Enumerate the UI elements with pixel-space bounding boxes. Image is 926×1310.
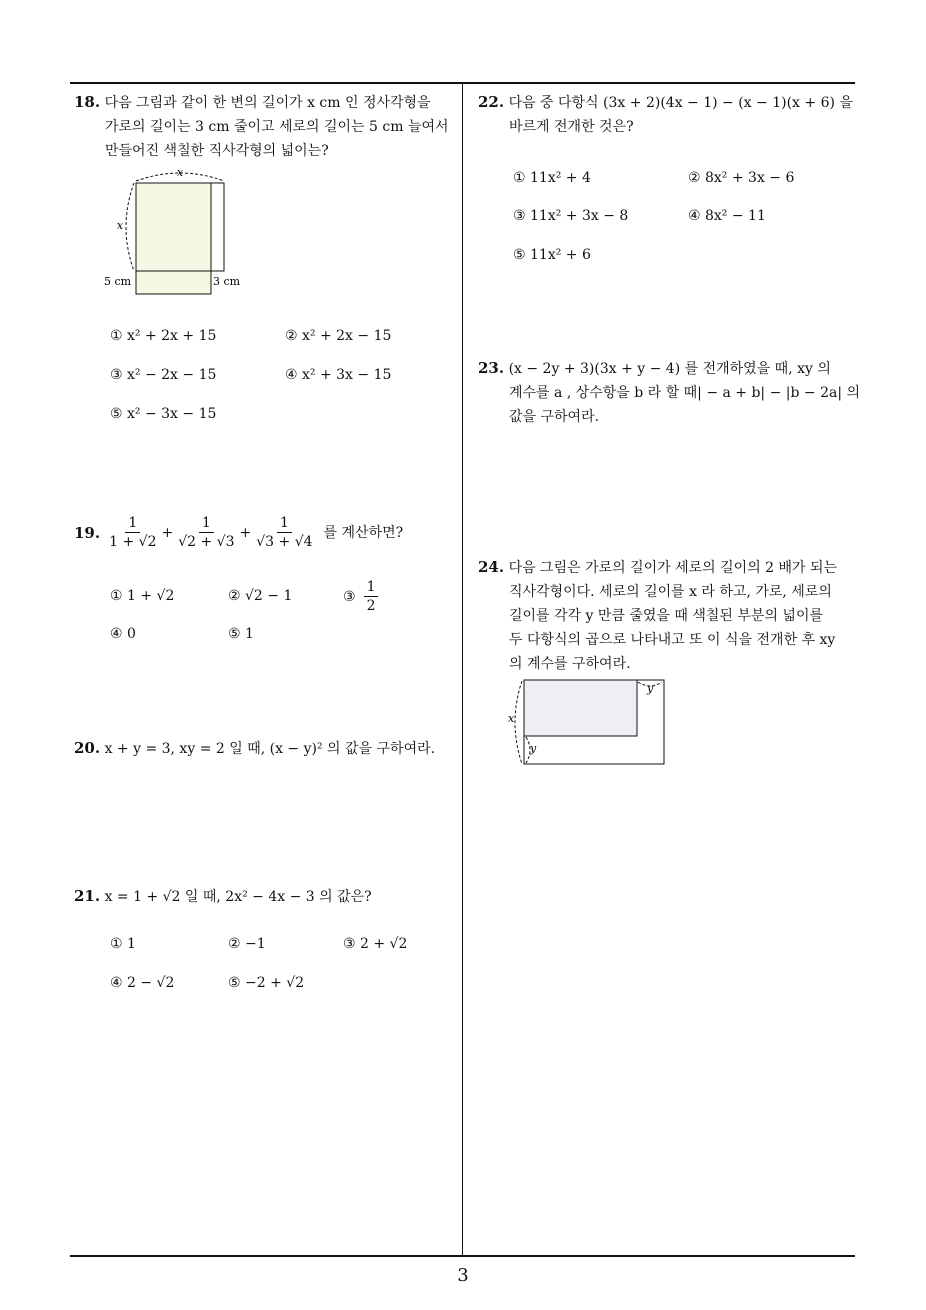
p18-choice-2[interactable]: ② x² + 2x − 15 — [285, 328, 392, 344]
problem-21 — [74, 884, 372, 909]
problem-number: 24. — [478, 558, 505, 576]
bottom-rule — [70, 1255, 855, 1257]
problem-number: 23. — [478, 359, 505, 377]
p19-choice-1[interactable]: ① 1 + √2 — [110, 588, 175, 604]
p22-choice-4[interactable]: ④ 8x² − 11 — [688, 208, 766, 224]
problem-18-line-3: 만들어진 색칠한 직사각형의 넓이는? — [105, 143, 329, 159]
fraction-2: $\frac{1}{√2 + √3}$ — [178, 515, 235, 550]
problem-22: 22. 다음 중 다항식 (3x + 2)(4x − 1) − (x − 1)(x + 6) 을 바르게 전개한 것은? — [478, 93, 853, 135]
shaded-rectangle — [524, 680, 637, 736]
p18-choice-5[interactable]: ⑤ x² − 3x − 15 — [110, 406, 217, 422]
fig18-label-left: x — [116, 219, 124, 232]
fig18-label-3cm: 3 cm — [213, 275, 241, 288]
problem-24-figure — [504, 676, 676, 768]
p18-choice-1[interactable]: ① x² + 2x + 15 — [110, 328, 217, 344]
p21-choice-2[interactable]: ② −1 — [228, 936, 266, 952]
p22-choice-1[interactable]: ① 11x² + 4 — [513, 170, 591, 186]
problem-number: 20. — [74, 739, 101, 757]
fraction-1: $\frac{1}{1 + √2}$ — [109, 515, 157, 550]
shaded-rectangle — [136, 183, 211, 294]
problem-18-figure — [100, 165, 260, 300]
left-brace — [126, 183, 134, 271]
p21-choice-5[interactable]: ⑤ −2 + √2 — [228, 975, 305, 991]
problem-18 — [74, 90, 449, 163]
problem-18-line-2: 가로의 길이는 3 cm 줄이고 세로의 길이는 5 cm 늘여서 — [105, 119, 449, 135]
fig24-label-x: x — [508, 712, 515, 725]
problem-18-line-1: 18. 다음 그림과 같이 한 변의 길이가 x cm 인 정사각형을 — [74, 93, 431, 111]
fig18-label-5cm: 5 cm — [104, 275, 132, 288]
problem-21-text: x = 1 + √2 일 때, 2x² − 4x − 3 의 값은? — [104, 889, 372, 905]
fig24-label-y-side: y — [530, 742, 537, 755]
p19-choice-3[interactable]: ③ $\frac{1}{2}$ — [343, 578, 380, 615]
problem-number: 18. — [74, 93, 101, 111]
left-brace — [515, 681, 522, 764]
page-number: 3 — [457, 1265, 469, 1286]
p18-choice-4[interactable]: ④ x² + 3x − 15 — [285, 367, 392, 383]
problem-24: 24. 다음 그림은 가로의 길이가 세로의 길이의 2 배가 되는 직사각형이다. 세로의 길이를 x 라 하고, 가로, 세로의 길이를 각각 y 만큼 줄였을 때 색칠된 부분의 넓이를 두 다항식의 곱으로 나타내고 또 이 식을 전개한 후 xy 의 계수를 구하여라. — [478, 558, 838, 672]
p22-choice-5[interactable]: ⑤ 11x² + 6 — [513, 247, 591, 263]
problem-23: 23. (x − 2y + 3)(3x + y − 4) 를 전개하였을 때, xy 의 계수를 a , 상수항을 b 라 할 때| − a + b| − |b − 2a| 의 값을 구하여라. — [478, 359, 861, 425]
column-divider — [462, 82, 463, 1257]
p21-choice-3[interactable]: ③ 2 + √2 — [343, 936, 408, 952]
problem-number: 19. — [74, 523, 101, 542]
fig18-label-top: x — [176, 166, 184, 179]
problem-number: 22. — [478, 93, 505, 111]
fraction-3: $\frac{1}{√3 + √4}$ — [256, 515, 313, 550]
problem-20-text: x + y = 3, xy = 2 일 때, (x − y)² 의 값을 구하여라. — [104, 741, 436, 757]
p22-choice-3[interactable]: ③ 11x² + 3x − 8 — [513, 208, 629, 224]
choice-3-fraction: $\frac{1}{2}$ — [364, 578, 379, 615]
p19-choice-4[interactable]: ④ 0 — [110, 626, 136, 642]
fig24-label-y-top: y — [647, 682, 654, 695]
p19-choice-5[interactable]: ⑤ 1 — [228, 626, 254, 642]
p19-choice-2[interactable]: ② √2 − 1 — [228, 588, 293, 604]
problem-20 — [74, 736, 435, 761]
p18-choice-3[interactable]: ③ x² − 2x − 15 — [110, 367, 217, 383]
p22-choice-2[interactable]: ② 8x² + 3x − 6 — [688, 170, 795, 186]
p21-choice-1[interactable]: ① 1 — [110, 936, 136, 952]
problem-19-tail: 를 계산하면? — [323, 524, 404, 541]
problem-19: 19. $\frac{1}{1 + √2}$ + $\frac{1}{√2 + √3}$ + $\frac{1}{√3 + √4}$ 를 계산하면? — [74, 515, 404, 550]
problem-number: 21. — [74, 887, 101, 905]
p21-choice-4[interactable]: ④ 2 − √2 — [110, 975, 175, 991]
